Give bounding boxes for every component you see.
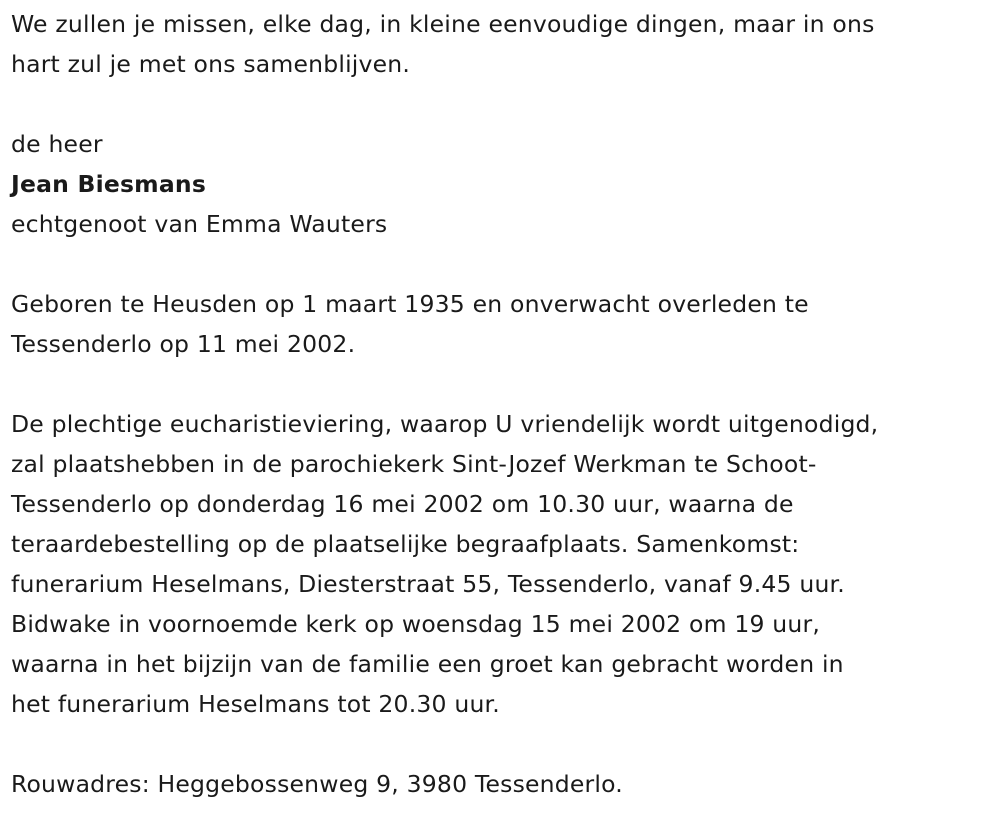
person-name: Jean Biesmans — [11, 170, 207, 198]
spacer — [11, 724, 991, 764]
intro-line-1: We zullen je missen, elke dag, in kleine eenvoudige dingen, maar in ons — [11, 10, 875, 38]
dates-line-2: Tessenderlo op 11 mei 2002. — [11, 330, 356, 358]
ceremony-line: het funerarium Heselmans tot 20.30 uur. — [11, 690, 500, 718]
death-notice — [11, 4, 991, 804]
ceremony-line: funerarium Heselmans, Diesterstraat 55, Tessenderlo, vanaf 9.45 uur. — [11, 570, 845, 598]
spacer — [11, 364, 991, 404]
dates-line-1: Geboren te Heusden op 1 maart 1935 en onverwacht overleden te — [11, 290, 809, 318]
ceremony-line: De plechtige eucharistieviering, waarop U vriendelijk wordt uitgenodigd, — [11, 410, 879, 438]
mourning-address: Rouwadres: Heggebossenweg 9, 3980 Tessenderlo. — [11, 770, 623, 798]
spacer — [11, 244, 991, 284]
spacer — [11, 84, 991, 124]
intro-line-2: hart zul je met ons samenblijven. — [11, 50, 411, 78]
person-title: de heer — [11, 130, 103, 158]
ceremony-line: Bidwake in voornoemde kerk op woensdag 15 mei 2002 om 19 uur, — [11, 610, 821, 638]
ceremony-line: waarna in het bijzijn van de familie een groet kan gebracht worden in — [11, 650, 844, 678]
ceremony-line: Tessenderlo op donderdag 16 mei 2002 om 10.30 uur, waarna de — [11, 490, 794, 518]
ceremony-line: zal plaatshebben in de parochiekerk Sint-Jozef Werkman te Schoot- — [11, 450, 817, 478]
person-relation: echtgenoot van Emma Wauters — [11, 210, 388, 238]
ceremony-line: teraardebestelling op de plaatselijke begraafplaats. Samenkomst: — [11, 530, 800, 558]
